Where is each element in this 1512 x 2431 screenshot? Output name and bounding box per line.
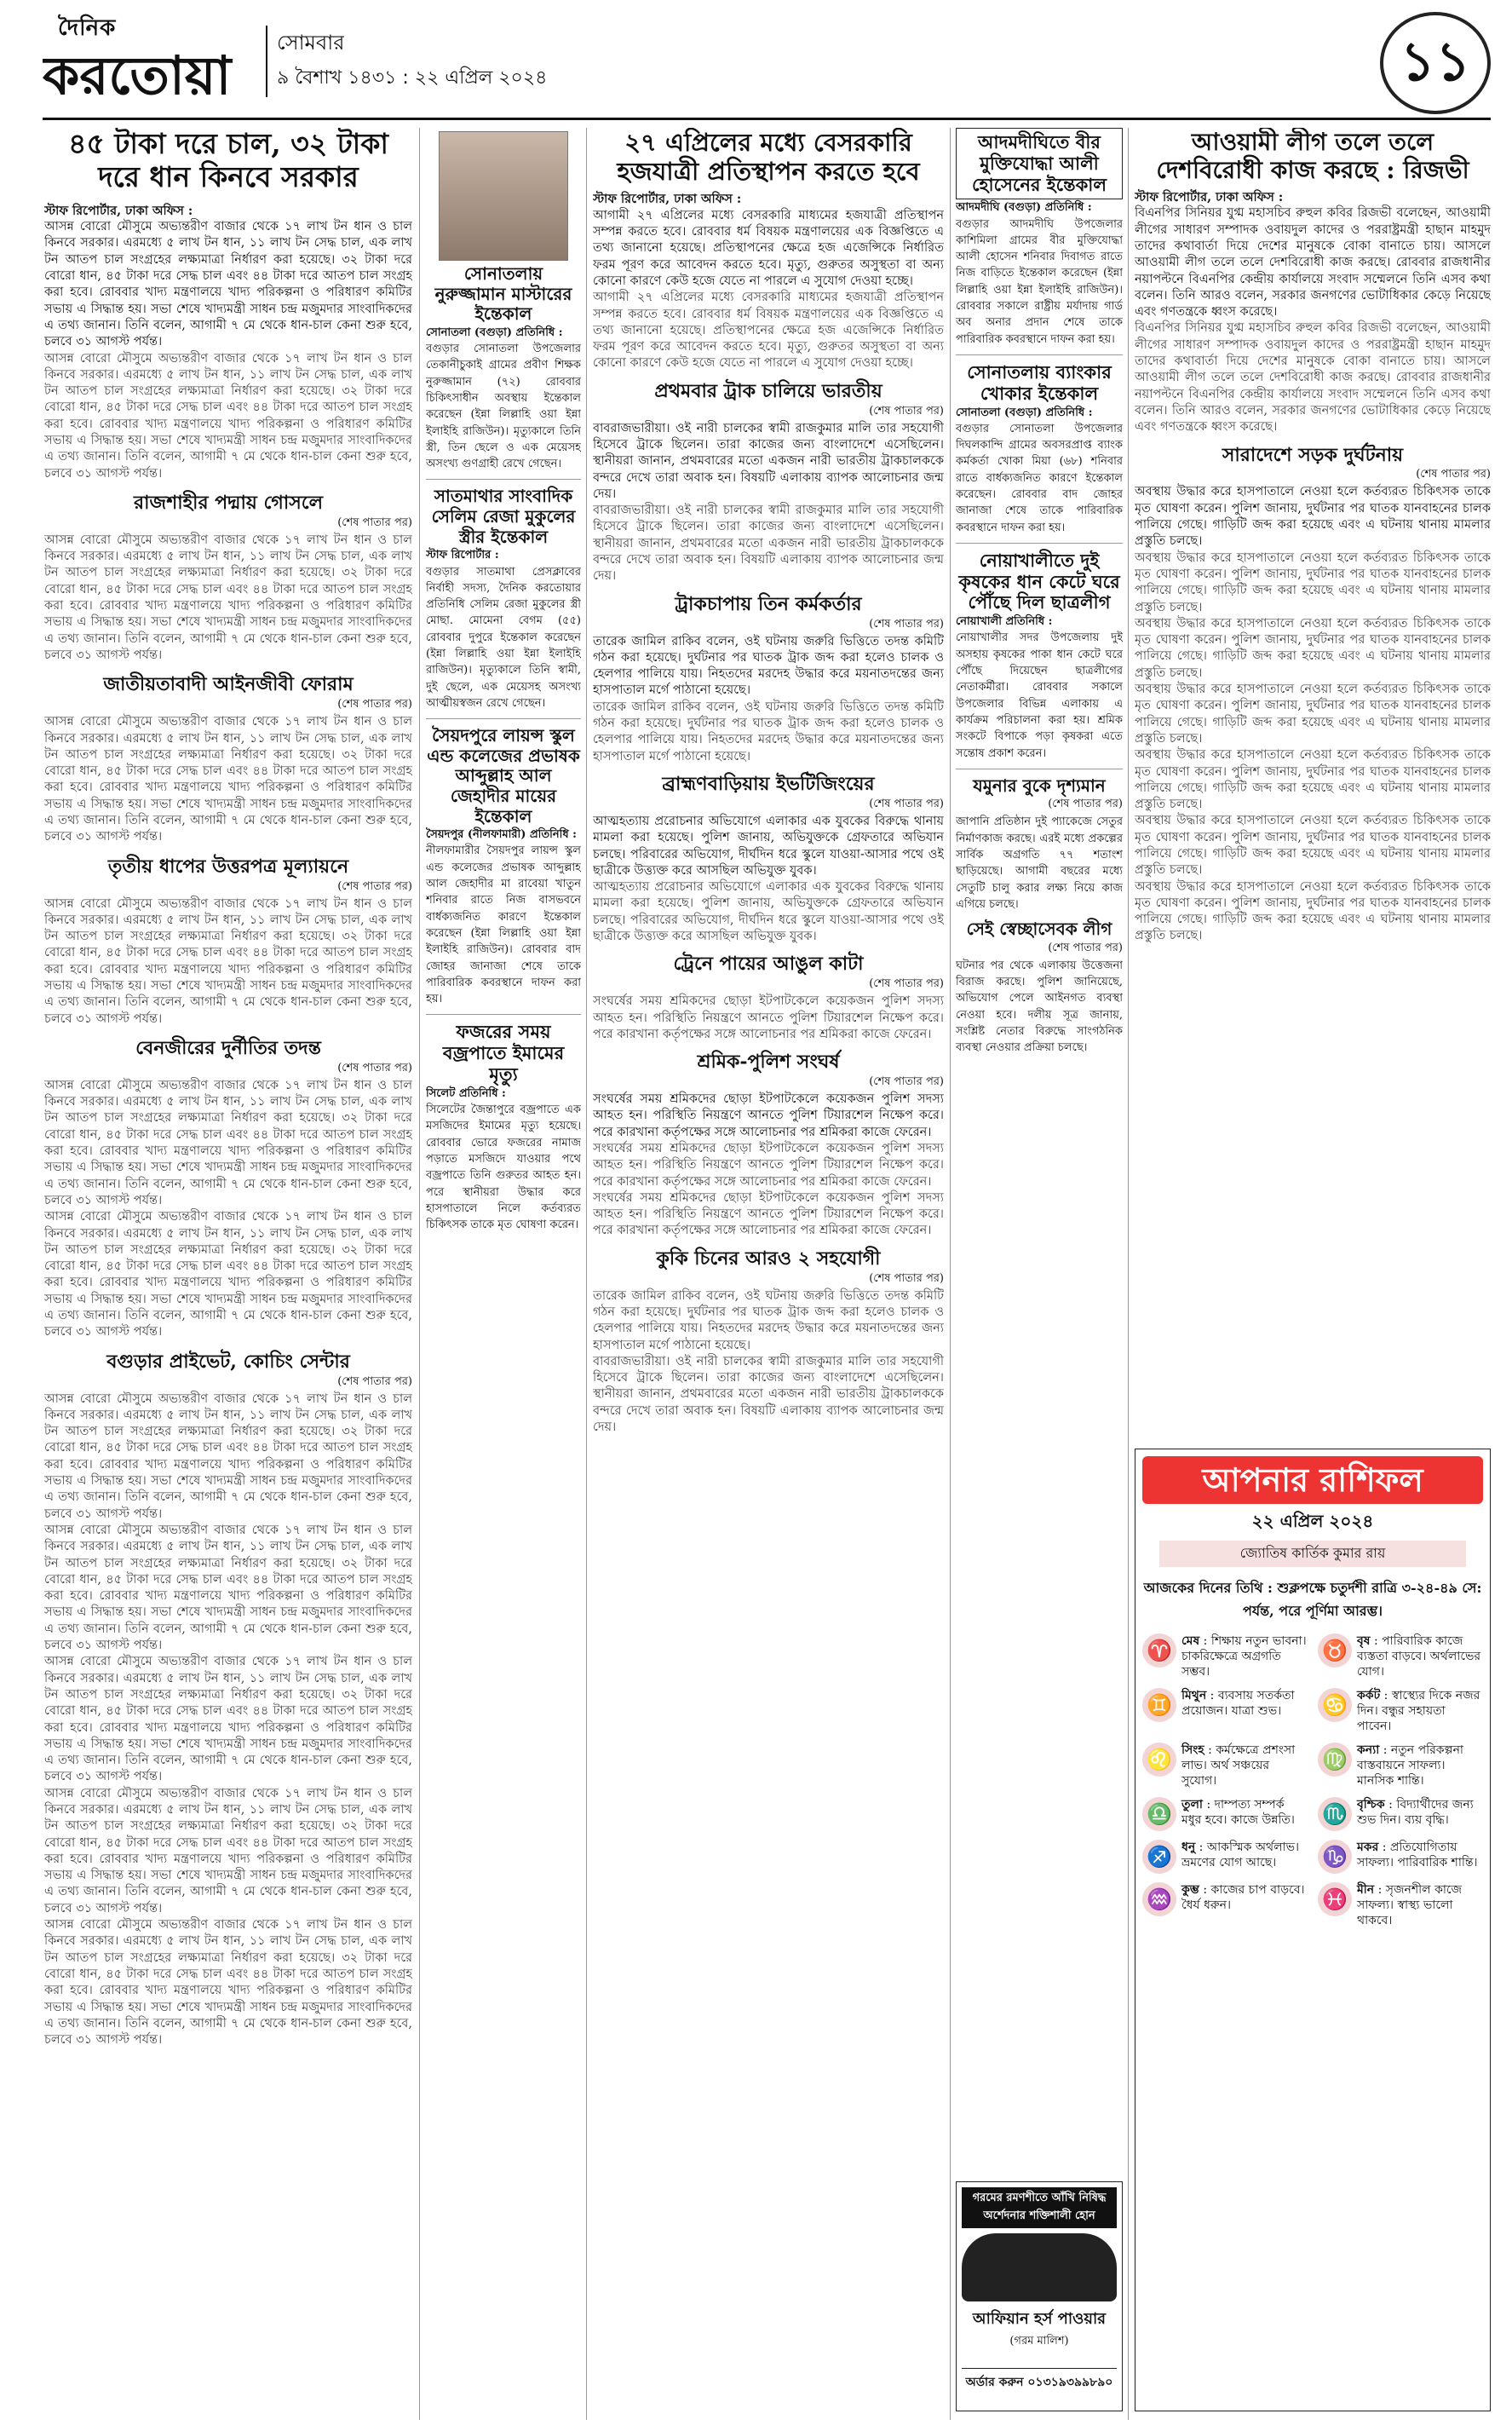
article-body: বগুড়ার আদমদীঘি উপজেলার কাশিমিলা গ্রামের বীর মুক্তিযোদ্ধা আলী হোসেন শনিবার দিবাগত রাতে নিজ বাড়িতে ইন্তেকাল করেছেন (ইন্না লিল্লাহি ওয়া ইন্না ইলাইহি রাজিউন)। রোববার সকালে রাষ্ট্রীয় মর্যাদায় গার্ড অব অনার প্রদান শেষে তাকে পারিবারিক কবরস্থানে দাফন করা হয়। <box>956 217 1123 346</box>
zodiac-icon: ♋ <box>1318 1688 1352 1722</box>
continued-label: (শেষ পাতার পর) <box>337 879 412 893</box>
horoscope-section <box>1135 1449 1491 2411</box>
sign-forecast: আকস্মিক অর্থলাভ। ভ্রমণের যোগ আছে। <box>1181 1841 1300 1869</box>
page-number: ১১ <box>1380 12 1491 114</box>
sign-name: ধনু <box>1181 1841 1196 1854</box>
article-body: আত্মহত্যায় প্ররোচনার অভিযোগে এলাকার এক যুবকের বিরুদ্ধে থানায় মামলা করা হয়েছে। পুলিশ জানায়, অভিযুক্তকে গ্রেফতারে অভিযান চলছে। পরিবারের অভিযোগ, দীর্ঘদিন ধরে স্কুলে যাওয়া-আসার পথে ওই ছাত্রীকে উত্ত্যক্ত করে আসছিল অভিযুক্ত যুবক। <box>593 880 944 943</box>
article-body: তারেক জামিল রাকিব বলেন, ওই ঘটনায় জরুরি ভিত্তিতে তদন্ত কমিটি গঠন করা হয়েছে। দুর্ঘটনার পর ঘাতক ট্রাক জব্দ করা হলেও চালক ও হেলপার পালিয়ে যায়। নিহতদের মরদেহ উদ্ধার করে ময়নাতদন্তের জন্য হাসপাতাল মর্গে পাঠানো হয়েছে। <box>593 700 944 763</box>
horoscope-item: ♏ বৃশ্চিক : বিদ্যার্থীদের জন্য শুভ দিন। ব্যয় বৃদ্ধি। <box>1318 1797 1483 1831</box>
sign-name: মীন <box>1357 1883 1375 1897</box>
subhead: বেনজীরের দুর্নীতির তদন্ত <box>135 1036 321 1059</box>
dateline: আদমদীঘি (বগুড়া) প্রতিনিধি : <box>956 201 1092 215</box>
subhead: যমুনার বুকে দৃশ্যমান <box>973 775 1106 796</box>
horoscope-item: ♊ মিথুন : ব্যবসায় সতর্কতা প্রয়োজন। যাত্রা শুভ। <box>1142 1688 1308 1734</box>
masthead-divider <box>266 26 267 97</box>
column-divider <box>419 128 420 2420</box>
article-body: অবস্থায় উদ্ধার করে হাসপাতালে নেওয়া হলে কর্তব্যরত চিকিৎসক তাকে মৃত ঘোষণা করেন। পুলিশ জানায়, দুর্ঘটনার পর ঘাতক যানবাহনের চালক পালিয়ে গেছে। গাড়িটি জব্দ করা হয়েছে এবং এ ঘটনায় থানায় মামলার প্রস্তুতি চলছে। <box>1135 814 1491 878</box>
article-body: আসন্ন বোরো মৌসুমে অভ্যন্তরীণ বাজার থেকে ১৭ লাখ টন ধান ও চাল কিনবে সরকার। এরমধ্যে ৫ লাখ টন ধান, ১১ লাখ টন সেদ্ধ চাল, এক লাখ টন আতপ চাল সংগ্রহের লক্ষ্যমাত্রা নির্ধারণ করা হয়েছে। ৩২ টাকা দরে বোরো ধান, ৪৫ টাকা দরে সেদ্ধ চাল এবং ৪৪ টাকা দরে আতপ চাল সংগ্রহ করা হবে। রোববার খাদ্য মন্ত্রণালয়ে খাদ্য পরিকল্পনা ও পরিধারণ কমিটির সভায় এ সিদ্ধান্ত হয়। সভা শেষে খাদ্যমন্ত্রী সাধন চন্দ্র মজুমদার সাংবাদিকদের এ তথ্য জানান। তিনি বলেন, আগামী ৭ মে থেকে ধান-চাল কেনা শুরু হবে, চলবে ৩১ আগস্ট পর্যন্ত। <box>44 1918 412 2048</box>
dateline: সৈয়দপুর (নীলফামারী) প্রতিনিধি : <box>426 828 577 842</box>
dateline: স্টাফ রিপোর্টার, ঢাকা অফিস : <box>44 203 193 218</box>
article-body: ঘটনার পর থেকে এলাকায় উত্তেজনা বিরাজ করছে। পুলিশ জানিয়েছে, অভিযোগ পেলে আইনগত ব্যবস্থা নেওয়া হবে। দলীয় সূত্র জানায়, সংশ্লিষ্ট নেতার বিরুদ্ধে সাংগঠনিক ব্যবস্থা নেওয়ার প্রক্রিয়া চলছে। <box>956 959 1123 1055</box>
sign-name: তুলা <box>1181 1798 1203 1812</box>
issue-day: সোমবার <box>277 31 345 55</box>
article-body: বাবরাজভারীয়া। ওই নারী চালকের স্বামী রাজকুমার মালি তার সহযোগী হিসেবে ট্রাকে ছিলেন। তারা কাজের জন্য বাংলাদেশে এসেছিলেন। স্থানীয়রা জানান, প্রথমবারের মতো একজন নারী ভারতীয় ট্রাকচালককে বন্দরে দেখে তারা অবাক হন। বিষয়টি এলাকায় ব্যাপক আলোচনার জন্ম দেয়। <box>593 1354 944 1435</box>
horoscope-title: আপনার রাশিফল <box>1142 1456 1483 1504</box>
zodiac-icon: ♍ <box>1318 1743 1352 1777</box>
obituary-photo <box>439 131 568 261</box>
sign-forecast: দাম্পত্য সম্পর্ক মধুর হবে। কাজে উন্নতি। <box>1181 1798 1295 1827</box>
subhead: ব্রাহ্মণবাড়িয়ায় ইভটিজিংয়ের <box>662 772 875 795</box>
column-divider <box>1128 128 1129 2420</box>
article-body: বিএনপির সিনিয়র যুগ্ম মহাসচিব রুহুল কবির রিজভী বলেছেন, আওয়ামী লীগের সাধারণ সম্পাদক ওবায়দুল কাদের ও পররাষ্ট্রমন্ত্রী হাছান মাহমুদ তাদের কথাবার্তা দিয়ে দেশের মানুষকে বোকা বানাতে চায়। আসলে আওয়ামী লীগ তলে তলে দেশবিরোধী কাজ করছে। রোববার রাজধানীর নয়াপল্টনে বিএনপির কেন্দ্রীয় কার্যালয়ে সংবাদ সম্মেলনে তিনি এসব কথা বলেন। তিনি আরও বলেন, সরকার জনগণের ভোটাধিকার কেড়ে নিয়েছে এবং গণতন্ত্রকে ধ্বংস করেছে। <box>1135 206 1491 320</box>
headline: আদমদীঘিতে বীর মুক্তিযোদ্ধা আলী হোসেনের ইন্তেকাল <box>956 128 1123 199</box>
article-body: অবস্থায় উদ্ধার করে হাসপাতালে নেওয়া হলে কর্তব্যরত চিকিৎসক তাকে মৃত ঘোষণা করেন। পুলিশ জানায়, দুর্ঘটনার পর ঘাতক যানবাহনের চালক পালিয়ে গেছে। গাড়িটি জব্দ করা হয়েছে এবং এ ঘটনায় থানায় মামলার প্রস্তুতি চলছে। <box>1135 748 1491 812</box>
continued-label: (শেষ পাতার পর) <box>869 617 944 631</box>
rice-article <box>44 128 412 2420</box>
zodiac-icon: ♏ <box>1318 1797 1352 1831</box>
subhead: শ্রমিক-পুলিশ সংঘর্ষ <box>697 1051 840 1074</box>
article-body: তারেক জামিল রাকিব বলেন, ওই ঘটনায় জরুরি ভিত্তিতে তদন্ত কমিটি গঠন করা হয়েছে। দুর্ঘটনার পর ঘাতক ট্রাক জব্দ করা হলেও চালক ও হেলপার পালিয়ে যায়। নিহতদের মরদেহ উদ্ধার করে ময়নাতদন্তের জন্য হাসপাতাল মর্গে পাঠানো হয়েছে। <box>593 634 944 698</box>
advertisement <box>956 2181 1123 2411</box>
sign-forecast: বিদ্যার্থীদের জন্য শুভ দিন। ব্যয় বৃদ্ধি। <box>1357 1798 1474 1827</box>
article-body: অবস্থায় উদ্ধার করে হাসপাতালে নেওয়া হলে কর্তব্যরত চিকিৎসক তাকে মৃত ঘোষণা করেন। পুলিশ জানায়, দুর্ঘটনার পর ঘাতক যানবাহনের চালক পালিয়ে গেছে। গাড়িটি জব্দ করা হয়েছে এবং এ ঘটনায় থানায় মামলার প্রস্তুতি চলছে। <box>1135 879 1491 943</box>
headline: ২৭ এপ্রিলের মধ্যে বেসরকারি হজযাত্রী প্রতিস্থাপন করতে হবে <box>617 128 920 187</box>
article-body: আগামী ২৭ এপ্রিলের মধ্যে বেসরকারি মাধ্যমের হজযাত্রী প্রতিস্থাপন সম্পন্ন করতে হবে। রোববার ধর্ম বিষয়ক মন্ত্রণালয়ের এক বিজ্ঞপ্তিতে এ তথ্য জানানো হয়েছে। প্রতিস্থাপনের ক্ষেত্রে হজ এজেন্সিকে নির্ধারিত ফরম পূরণ করে আবেদন করতে হবে। মৃত্যু, গুরুতর অসুস্থতা বা অন্য কোনো কারণে কেউ হজে যেতে না পারলে এ সুযোগ দেওয়া হচ্ছে। <box>593 291 944 371</box>
sign-name: কর্কট <box>1357 1689 1381 1702</box>
sign-name: মেষ <box>1181 1634 1200 1648</box>
headline: আওয়ামী লীগ তলে তলে দেশবিরোধী কাজ করছে : রিজভী <box>1156 128 1469 185</box>
horoscope-item: ♐ ধনু : আকস্মিক অর্থলাভ। ভ্রমণের যোগ আছে। <box>1142 1840 1308 1874</box>
masthead-rule <box>43 118 1491 120</box>
article-body: আসন্ন বোরো মৌসুমে অভ্যন্তরীণ বাজার থেকে ১৭ লাখ টন ধান ও চাল কিনবে সরকার। এরমধ্যে ৫ লাখ টন ধান, ১১ লাখ টন সেদ্ধ চাল, এক লাখ টন আতপ চাল সংগ্রহের লক্ষ্যমাত্রা নির্ধারণ করা হয়েছে। ৩২ টাকা দরে বোরো ধান, ৪৫ টাকা দরে সেদ্ধ চাল এবং ৪৪ টাকা দরে আতপ চাল সংগ্রহ করা হবে। রোববার খাদ্য মন্ত্রণালয়ে খাদ্য পরিকল্পনা ও পরিধারণ কমিটির সভায় এ সিদ্ধান্ত হয়। সভা শেষে খাদ্যমন্ত্রী সাধন চন্দ্র মজুমদার সাংবাদিকদের এ তথ্য জানান। তিনি বলেন, আগামী ৭ মে থেকে ধান-চাল কেনা শুরু হবে, চলবে ৩১ আগস্ট পর্যন্ত। <box>44 533 412 662</box>
article-body: বগুড়ার সাতমাথা প্রেসক্লাবের নির্বাহী সদস্য, দৈনিক করতোয়ার প্রতিনিধি সেলিম রেজা মুকুলের স্ত্রী মোছা. মোমেনা বেগম (৫৫) রোববার দুপুরে ইন্তেকাল করেছেন (ইন্না লিল্লাহি ওয়া ইন্না ইলাইহি রাজিউন)। মৃত্যুকালে তিনি স্বামী, দুই ছেলে, এক মেয়েসহ অসংখ্য আত্মীয়স্বজন রেখে গেছেন। <box>426 565 581 710</box>
sign-name: মকর <box>1357 1841 1379 1854</box>
subhead: জাতীয়তাবাদী আইনজীবী ফোরাম <box>103 673 354 696</box>
zodiac-icon: ♓ <box>1318 1882 1352 1916</box>
sign-name: বৃষ <box>1357 1634 1371 1648</box>
sign-forecast: ব্যবসায় সতর্কতা প্রয়োজন। যাত্রা শুভ। <box>1181 1689 1295 1718</box>
subhead: বগুড়ার প্রাইভেট, কোচিং সেন্টার <box>106 1350 350 1373</box>
article-body: নোয়াখালীর সদর উপজেলায় দুই অসহায় কৃষকের পাকা ধান কেটে ঘরে পৌঁছে দিয়েছেন ছাত্রলীগের নেতাকর্মীরা। রোববার সকালে উপজেলার বিভিন্ন এলাকায় এ কার্যক্রম পরিচালনা করা হয়। শ্রমিক সংকটে বিপাকে পড়া কৃষকরা এতে সন্তোষ প্রকাশ করেন। <box>956 631 1123 760</box>
article-body: বাবরাজভারীয়া। ওই নারী চালকের স্বামী রাজকুমার মালি তার সহযোগী হিসেবে ট্রাকে ছিলেন। তারা কাজের জন্য বাংলাদেশে এসেছিলেন। স্থানীয়রা জানান, প্রথমবারের মতো একজন নারী ভারতীয় ট্রাকচালককে বন্দরে দেখে তারা অবাক হন। বিষয়টি এলাকায় ব্যাপক আলোচনার জন্ম দেয়। <box>593 421 944 501</box>
article-body: আগামী ২৭ এপ্রিলের মধ্যে বেসরকারি মাধ্যমের হজযাত্রী প্রতিস্থাপন সম্পন্ন করতে হবে। রোববার ধর্ম বিষয়ক মন্ত্রণালয়ের এক বিজ্ঞপ্তিতে এ তথ্য জানানো হয়েছে। প্রতিস্থাপনের ক্ষেত্রে হজ এজেন্সিকে নির্ধারিত ফরম পূরণ করে আবেদন করতে হবে। মৃত্যু, গুরুতর অসুস্থতা বা অন্য কোনো কারণে কেউ হজে যেতে না পারলে এ সুযোগ দেওয়া হচ্ছে। <box>593 208 944 288</box>
zodiac-icon: ♌ <box>1142 1743 1176 1777</box>
issue-date: ৯ বৈশাখ ১৪৩১ : ২২ এপ্রিল ২০২৪ <box>277 67 548 89</box>
zodiac-icon: ♎ <box>1142 1797 1176 1831</box>
headline: সোনাতলায় নুরুজ্জামান মাস্টারের ইন্তেকাল <box>434 263 572 325</box>
sign-forecast: শিক্ষায় নতুন ভাবনা। চাকরিক্ষেত্রে অগ্রগতি সম্ভব। <box>1181 1634 1307 1679</box>
zodiac-icon: ♐ <box>1142 1840 1176 1874</box>
subhead: ট্রাকচাপায় তিন কর্মকর্তার <box>675 592 862 615</box>
article-body: বিএনপির সিনিয়র যুগ্ম মহাসচিব রুহুল কবির রিজভী বলেছেন, আওয়ামী লীগের সাধারণ সম্পাদক ওবায়দুল কাদের ও পররাষ্ট্রমন্ত্রী হাছান মাহমুদ তাদের কথাবার্তা দিয়ে দেশের মানুষকে বোকা বানাতে চায়। আসলে আওয়ামী লীগ তলে তলে দেশবিরোধী কাজ করছে। রোববার রাজধানীর নয়াপল্টনে বিএনপির কেন্দ্রীয় কার্যালয়ে সংবাদ সম্মেলনে তিনি এসব কথা বলেন। তিনি আরও বলেন, সরকার জনগণের ভোটাধিকার কেড়ে নিয়েছে এবং গণতন্ত্রকে ধ্বংস করেছে। <box>1135 321 1491 435</box>
horoscope-item: ♑ মকর : প্রতিযোগিতায় সাফল্য। পারিবারিক শান্তি। <box>1318 1840 1483 1874</box>
horoscope-author: জ্যোতিষ কার্তিক কুমার রায় <box>1159 1541 1466 1567</box>
zodiac-icon: ♑ <box>1318 1840 1352 1874</box>
continued-label: (শেষ পাতার পর) <box>869 1075 944 1089</box>
article-body: আসন্ন বোরো মৌসুমে অভ্যন্তরীণ বাজার থেকে ১৭ লাখ টন ধান ও চাল কিনবে সরকার। এরমধ্যে ৫ লাখ টন ধান, ১১ লাখ টন সেদ্ধ চাল, এক লাখ টন আতপ চাল সংগ্রহের লক্ষ্যমাত্রা নির্ধারণ করা হয়েছে। ৩২ টাকা দরে বোরো ধান, ৪৫ টাকা দরে সেদ্ধ চাল এবং ৪৪ টাকা দরে আতপ চাল সংগ্রহ করা হবে। রোববার খাদ্য মন্ত্রণালয়ে খাদ্য পরিকল্পনা ও পরিধারণ কমিটির সভায় এ সিদ্ধান্ত হয়। সভা শেষে খাদ্যমন্ত্রী সাধন চন্দ্র মজুমদার সাংবাদিকদের এ তথ্য জানান। তিনি বলেন, আগামী ৭ মে থেকে ধান-চাল কেনা শুরু হবে, চলবে ৩১ আগস্ট পর্যন্ত। <box>44 1210 412 1339</box>
dateline: সোনাতলা (বগুড়া) প্রতিনিধি : <box>956 406 1093 419</box>
article-body: তারেক জামিল রাকিব বলেন, ওই ঘটনায় জরুরি ভিত্তিতে তদন্ত কমিটি গঠন করা হয়েছে। দুর্ঘটনার পর ঘাতক ট্রাক জব্দ করা হলেও চালক ও হেলপার পালিয়ে যায়। নিহতদের মরদেহ উদ্ধার করে ময়নাতদন্তের জন্য হাসপাতাল মর্গে পাঠানো হয়েছে। <box>593 1288 944 1352</box>
horoscope-item: ♌ সিংহ : কর্মক্ষেত্রে প্রশংসা লাভ। অর্থ সঞ্চয়ের সুযোগ। <box>1142 1743 1308 1789</box>
horoscope-date: ২২ এপ্রিল ২০২৪ <box>1251 1511 1374 1531</box>
article-body: সংঘর্ষের সময় শ্রমিকদের ছোড়া ইটপাটকেলে কয়েকজন পুলিশ সদস্য আহত হন। পরিস্থিতি নিয়ন্ত্রণে আনতে পুলিশ টিয়ারশেল নিক্ষেপ করে। পরে কারখানা কর্তৃপক্ষের সঙ্গে আলোচনার পর শ্রমিকরা কাজে ফেরেন। <box>593 1190 944 1238</box>
horoscope-item: ♋ কর্কট : স্বাস্থ্যের দিকে নজর দিন। বন্ধুর সহায়তা পাবেন। <box>1318 1688 1483 1734</box>
continued-label: (শেষ পাতার পর) <box>337 698 412 711</box>
continued-label: (শেষ পাতার পর) <box>869 404 944 418</box>
article-body: নীলফামারীর সৈয়দপুর লায়ন্স স্কুল এন্ড কলেজের প্রভাষক আব্দুল্লাহ আল জেহাদীর মা রাবেয়া খাতুন শনিবার রাতে নিজ বাসভবনে বার্ধক্যজনিত কারণে ইন্তেকাল করেছেন (ইন্না লিল্লাহি ওয়া ইন্না ইলাইহি রাজিউন)। রোববার বাদ জোহর জানাজা শেষে তাকে পারিবারিক কবরস্থানে দাফন করা হয়। <box>426 844 581 1006</box>
zodiac-icon: ♊ <box>1142 1688 1176 1722</box>
horoscope-item: ♉ বৃষ : পারিবারিক কাজে ব্যস্ততা বাড়বে। অর্থলাভের যোগ। <box>1318 1633 1483 1679</box>
continued-label: (শেষ পাতার পর) <box>869 797 944 810</box>
horoscope-signs <box>1142 1633 1483 1928</box>
zodiac-icon: ♈ <box>1142 1633 1176 1668</box>
article-body: আসন্ন বোরো মৌসুমে অভ্যন্তরীণ বাজার থেকে ১৭ লাখ টন ধান ও চাল কিনবে সরকার। এরমধ্যে ৫ লাখ টন ধান, ১১ লাখ টন সেদ্ধ চাল, এক লাখ টন আতপ চাল সংগ্রহের লক্ষ্যমাত্রা নির্ধারণ করা হয়েছে। ৩২ টাকা দরে বোরো ধান, ৪৫ টাকা দরে সেদ্ধ চাল এবং ৪৪ টাকা দরে আতপ চাল সংগ্রহ করা হবে। রোববার খাদ্য মন্ত্রণালয়ে খাদ্য পরিকল্পনা ও পরিধারণ কমিটির সভায় এ সিদ্ধান্ত হয়। সভা শেষে খাদ্যমন্ত্রী সাধন চন্দ্র মজুমদার সাংবাদিকদের এ তথ্য জানান। তিনি বলেন, আগামী ৭ মে থেকে ধান-চাল কেনা শুরু হবে, চলবে ৩১ আগস্ট পর্যন্ত। <box>44 1391 412 1521</box>
sign-name: বৃশ্চিক <box>1357 1798 1385 1812</box>
dateline: নোয়াখালী প্রতিনিধি : <box>956 615 1053 629</box>
subhead: রাজশাহীর পদ্মায় গোসলে <box>134 491 323 514</box>
ad-subtitle: (গরম মালিশ) <box>1009 2335 1069 2347</box>
article-body: সংঘর্ষের সময় শ্রমিকদের ছোড়া ইটপাটকেলে কয়েকজন পুলিশ সদস্য আহত হন। পরিস্থিতি নিয়ন্ত্রণে আনতে পুলিশ টিয়ারশেল নিক্ষেপ করে। পরে কারখানা কর্তৃপক্ষের সঙ্গে আলোচনার পর শ্রমিকরা কাজে ফেরেন। <box>593 1092 944 1139</box>
headline: সোনাতলায় ব্যাংকার খোকার ইন্তেকাল <box>967 360 1112 404</box>
article-body: অবস্থায় উদ্ধার করে হাসপাতালে নেওয়া হলে কর্তব্যরত চিকিৎসক তাকে মৃত ঘোষণা করেন। পুলিশ জানায়, দুর্ঘটনার পর ঘাতক যানবাহনের চালক পালিয়ে গেছে। গাড়িটি জব্দ করা হয়েছে এবং এ ঘটনায় থানায় মামলার প্রস্তুতি চলছে। <box>1135 550 1491 614</box>
headline: সৈয়দপুরে লায়ন্স স্কুল এন্ড কলেজের প্রভাষক আব্দুল্লাহ আল জেহাদীর মায়ের ইন্তেকাল <box>427 725 580 827</box>
logo-small-text: দৈনিক <box>58 15 117 41</box>
horoscope-item: ♈ মেষ : শিক্ষায় নতুন ভাবনা। চাকরিক্ষেত্রে অগ্রগতি সম্ভব। <box>1142 1633 1308 1679</box>
continued-label: (শেষ পাতার পর) <box>337 1061 412 1074</box>
column-5 <box>1135 128 1491 1440</box>
dateline: স্টাফ রিপোর্টার : <box>426 549 499 562</box>
continued-label: (শেষ পাতার পর) <box>1416 468 1491 481</box>
dateline: স্টাফ রিপোর্টার, ঢাকা অফিস : <box>1135 190 1284 205</box>
sign-name: সিংহ <box>1181 1743 1204 1757</box>
subhead: ট্রেনে পায়ের আঙুল কাটা <box>673 953 864 976</box>
continued-label: (শেষ পাতার পর) <box>869 977 944 991</box>
sign-forecast: নতুন পরিকল্পনা বাস্তবায়নে সাফল্য। মানসিক শান্তি। <box>1357 1743 1463 1788</box>
article-body: সংঘর্ষের সময় শ্রমিকদের ছোড়া ইটপাটকেলে কয়েকজন পুলিশ সদস্য আহত হন। পরিস্থিতি নিয়ন্ত্রণে আনতে পুলিশ টিয়ারশেল নিক্ষেপ করে। পরে কারখানা কর্তৃপক্ষের সঙ্গে আলোচনার পর শ্রমিকরা কাজে ফেরেন। <box>593 1141 944 1189</box>
continued-label: (শেষ পাতার পর) <box>1048 798 1123 811</box>
ad-product: আফিয়ান হর্স পাওয়ার <box>972 2310 1107 2328</box>
article-body: আসন্ন বোরো মৌসুমে অভ্যন্তরীণ বাজার থেকে ১৭ লাখ টন ধান ও চাল কিনবে সরকার। এরমধ্যে ৫ লাখ টন ধান, ১১ লাখ টন সেদ্ধ চাল, এক লাখ টন আতপ চাল সংগ্রহের লক্ষ্যমাত্রা নির্ধারণ করা হয়েছে। ৩২ টাকা দরে বোরো ধান, ৪৫ টাকা দরে সেদ্ধ চাল এবং ৪৪ টাকা দরে আতপ চাল সংগ্রহ করা হবে। রোববার খাদ্য মন্ত্রণালয়ে খাদ্য পরিকল্পনা ও পরিধারণ কমিটির সভায় এ সিদ্ধান্ত হয়। সভা শেষে খাদ্যমন্ত্রী সাধন চন্দ্র মজুমদার সাংবাদিকদের এ তথ্য জানান। তিনি বলেন, আগামী ৭ মে থেকে ধান-চাল কেনা শুরু হবে, চলবে ৩১ আগস্ট পর্যন্ত। <box>44 220 412 349</box>
dateline: সোনাতলা (বগুড়া) প্রতিনিধি : <box>426 325 563 339</box>
column-4 <box>956 128 1123 2420</box>
newspaper-logo <box>43 10 260 106</box>
headline: সাতমাথার সাংবাদিক সেলিম রেজা মুকুলের স্ত্রীর ইন্তেকাল <box>431 486 576 547</box>
sign-forecast: সৃজনশীল কাজে সাফল্য। স্বাস্থ্য ভালো থাকবে। <box>1357 1883 1463 1927</box>
subhead: তৃতীয় ধাপের উত্তরপত্র মূল্যায়নে <box>107 855 349 878</box>
horoscope-item: ♒ কুম্ভ : কাজের চাপ বাড়বে। ধৈর্য ধরুন। <box>1142 1882 1308 1928</box>
ad-phone: অর্ডার করুন ০১৩১৯৩৯৯৮৯০ <box>962 2368 1117 2393</box>
sign-name: মিথুন <box>1181 1689 1207 1702</box>
headline: ফজরের সময় বজ্রপাতে ইমামের মৃত্যু <box>442 1021 565 1085</box>
sign-name: কন্যা <box>1357 1743 1380 1757</box>
sign-name: কুম্ভ <box>1181 1883 1199 1897</box>
subhead: প্রথমবার ট্রাক চালিয়ে ভারতীয় <box>654 379 882 402</box>
article-body: আসন্ন বোরো মৌসুমে অভ্যন্তরীণ বাজার থেকে ১৭ লাখ টন ধান ও চাল কিনবে সরকার। এরমধ্যে ৫ লাখ টন ধান, ১১ লাখ টন সেদ্ধ চাল, এক লাখ টন আতপ চাল সংগ্রহের লক্ষ্যমাত্রা নির্ধারণ করা হয়েছে। ৩২ টাকা দরে বোরো ধান, ৪৫ টাকা দরে সেদ্ধ চাল এবং ৪৪ টাকা দরে আতপ চাল সংগ্রহ করা হবে। রোববার খাদ্য মন্ত্রণালয়ে খাদ্য পরিকল্পনা ও পরিধারণ কমিটির সভায় এ সিদ্ধান্ত হয়। সভা শেষে খাদ্যমন্ত্রী সাধন চন্দ্র মজুমদার সাংবাদিকদের এ তথ্য জানান। তিনি বলেন, আগামী ৭ মে থেকে ধান-চাল কেনা শুরু হবে, চলবে ৩১ আগস্ট পর্যন্ত। <box>44 1786 412 1915</box>
headline: নোয়াখালীতে দুই কৃষকের ধান কেটে ঘরে পৌঁছে দিল ছাত্রলীগ <box>958 549 1120 614</box>
sign-forecast: কাজের চাপ বাড়বে। ধৈর্য ধরুন। <box>1181 1883 1305 1912</box>
article-body: অবস্থায় উদ্ধার করে হাসপাতালে নেওয়া হলে কর্তব্যরত চিকিৎসক তাকে মৃত ঘোষণা করেন। পুলিশ জানায়, দুর্ঘটনার পর ঘাতক যানবাহনের চালক পালিয়ে গেছে। গাড়িটি জব্দ করা হয়েছে এবং এ ঘটনায় থানায় মামলার প্রস্তুতি চলছে। <box>1135 485 1491 549</box>
continued-label: (শেষ পাতার পর) <box>1048 941 1123 954</box>
article-body: অবস্থায় উদ্ধার করে হাসপাতালে নেওয়া হলে কর্তব্যরত চিকিৎসক তাকে মৃত ঘোষণা করেন। পুলিশ জানায়, দুর্ঘটনার পর ঘাতক যানবাহনের চালক পালিয়ে গেছে। গাড়িটি জব্দ করা হয়েছে এবং এ ঘটনায় থানায় মামলার প্রস্তুতি চলছে। <box>1135 683 1491 746</box>
article-body: আসন্ন বোরো মৌসুমে অভ্যন্তরীণ বাজার থেকে ১৭ লাখ টন ধান ও চাল কিনবে সরকার। এরমধ্যে ৫ লাখ টন ধান, ১১ লাখ টন সেদ্ধ চাল, এক লাখ টন আতপ চাল সংগ্রহের লক্ষ্যমাত্রা নির্ধারণ করা হয়েছে। ৩২ টাকা দরে বোরো ধান, ৪৫ টাকা দরে সেদ্ধ চাল এবং ৪৪ টাকা দরে আতপ চাল সংগ্রহ করা হবে। রোববার খাদ্য মন্ত্রণালয়ে খাদ্য পরিকল্পনা ও পরিধারণ কমিটির সভায় এ সিদ্ধান্ত হয়। সভা শেষে খাদ্যমন্ত্রী সাধন চন্দ্র মজুমদার সাংবাদিকদের এ তথ্য জানান। তিনি বলেন, আগামী ৭ মে থেকে ধান-চাল কেনা শুরু হবে, চলবে ৩১ আগস্ট পর্যন্ত। <box>44 1523 412 1653</box>
column-2 <box>426 128 581 2420</box>
logo-main-text: করতোয়া <box>43 44 232 106</box>
column-divider <box>586 128 587 2420</box>
horse-icon <box>962 2233 1117 2301</box>
horoscope-item: ♍ কন্যা : নতুন পরিকল্পনা বাস্তবায়নে সাফল্য। মানসিক শান্তি। <box>1318 1743 1483 1789</box>
dateline: স্টাফ রিপোর্টার, ঢাকা অফিস : <box>593 192 742 207</box>
column-divider <box>950 128 951 2420</box>
article-body: বগুড়ার সোনাতলা উপজেলার দিঘলকান্দি গ্রামের অবসরপ্রাপ্ত ব্যাংক কর্মকর্তা খোকা মিয়া (৬৮) শনিবার রাতে বার্ধক্যজনিত কারণে ইন্তেকাল করেছেন। রোববার বাদ জোহর জানাজা শেষে তাকে পারিবারিক কবরস্থানে দাফন করা হয়। <box>956 422 1123 534</box>
subhead: সেই স্বেচ্ছাসেবক লীগ <box>966 919 1112 940</box>
article-body: জাপানি প্রতিষ্ঠান দুই প্যাকেজে সেতুর নির্মাণকাজ করছে। এরই মধ্যে প্রকল্পের সার্বিক অগ্রগতি ৭৭ শতাংশ ছাড়িয়েছে। আগামী বছরের মধ্যে সেতুটি চালু করার লক্ষ্য নিয়ে কাজ এগিয়ে চলছে। <box>956 815 1123 911</box>
article-body: আসন্ন বোরো মৌসুমে অভ্যন্তরীণ বাজার থেকে ১৭ লাখ টন ধান ও চাল কিনবে সরকার। এরমধ্যে ৫ লাখ টন ধান, ১১ লাখ টন সেদ্ধ চাল, এক লাখ টন আতপ চাল সংগ্রহের লক্ষ্যমাত্রা নির্ধারণ করা হয়েছে। ৩২ টাকা দরে বোরো ধান, ৪৫ টাকা দরে সেদ্ধ চাল এবং ৪৪ টাকা দরে আতপ চাল সংগ্রহ করা হবে। রোববার খাদ্য মন্ত্রণালয়ে খাদ্য পরিকল্পনা ও পরিধারণ কমিটির সভায় এ সিদ্ধান্ত হয়। সভা শেষে খাদ্যমন্ত্রী সাধন চন্দ্র মজুমদার সাংবাদিকদের এ তথ্য জানান। তিনি বলেন, আগামী ৭ মে থেকে ধান-চাল কেনা শুরু হবে, চলবে ৩১ আগস্ট পর্যন্ত। <box>44 1078 412 1207</box>
sign-forecast: কর্মক্ষেত্রে প্রশংসা লাভ। অর্থ সঞ্চয়ের সুযোগ। <box>1181 1743 1296 1788</box>
zodiac-icon: ♉ <box>1318 1633 1352 1668</box>
column-3 <box>593 128 944 2420</box>
sign-forecast: স্বাস্থ্যের দিকে নজর দিন। বন্ধুর সহায়তা পাবেন। <box>1357 1689 1480 1733</box>
sign-forecast: প্রতিযোগিতায় সাফল্য। পারিবারিক শান্তি। <box>1357 1841 1478 1869</box>
continued-label: (শেষ পাতার পর) <box>337 1374 412 1388</box>
article-body: সিলেটের জৈন্তাপুরে বজ্রপাতে এক মসজিদের ইমামের মৃত্যু হয়েছে। রোববার ভোরে ফজরের নামাজ পড়াতে মসজিদে যাওয়ার পথে বজ্রপাতে তিনি গুরুতর আহত হন। পরে স্থানীয়রা উদ্ধার করে হাসপাতালে নিলে কর্তব্যরত চিকিৎসক তাকে মৃত ঘোষণা করেন। <box>426 1103 581 1232</box>
article-body: আত্মহত্যায় প্ররোচনার অভিযোগে এলাকার এক যুবকের বিরুদ্ধে থানায় মামলা করা হয়েছে। পুলিশ জানায়, অভিযুক্তকে গ্রেফতারে অভিযান চলছে। পরিবারের অভিযোগ, দীর্ঘদিন ধরে স্কুলে যাওয়া-আসার পথে ওই ছাত্রীকে উত্ত্যক্ত করে আসছিল অভিযুক্ত যুবক। <box>593 814 944 878</box>
article-body-continued: আসন্ন বোরো মৌসুমে অভ্যন্তরীণ বাজার থেকে ১৭ লাখ টন ধান ও চাল কিনবে সরকার। এরমধ্যে ৫ লাখ টন ধান, ১১ লাখ টন সেদ্ধ চাল, এক লাখ টন আতপ চাল সংগ্রহের লক্ষ্যমাত্রা নির্ধারণ করা হয়েছে। ৩২ টাকা দরে বোরো ধান, ৪৫ টাকা দরে সেদ্ধ চাল এবং ৪৪ টাকা দরে আতপ চাল সংগ্রহ করা হবে। রোববার খাদ্য মন্ত্রণালয়ে খাদ্য পরিকল্পনা ও পরিধারণ কমিটির সভায় এ সিদ্ধান্ত হয়। সভা শেষে খাদ্যমন্ত্রী সাধন চন্দ্র মজুমদার সাংবাদিকদের এ তথ্য জানান। তিনি বলেন, আগামী ৭ মে থেকে ধান-চাল কেনা শুরু হবে, চলবে ৩১ আগস্ট পর্যন্ত। <box>44 351 412 481</box>
continued-label: (শেষ পাতার পর) <box>869 1271 944 1285</box>
article-body: আসন্ন বোরো মৌসুমে অভ্যন্তরীণ বাজার থেকে ১৭ লাখ টন ধান ও চাল কিনবে সরকার। এরমধ্যে ৫ লাখ টন ধান, ১১ লাখ টন সেদ্ধ চাল, এক লাখ টন আতপ চাল সংগ্রহের লক্ষ্যমাত্রা নির্ধারণ করা হয়েছে। ৩২ টাকা দরে বোরো ধান, ৪৫ টাকা দরে সেদ্ধ চাল এবং ৪৪ টাকা দরে আতপ চাল সংগ্রহ করা হবে। রোববার খাদ্য মন্ত্রণালয়ে খাদ্য পরিকল্পনা ও পরিধারণ কমিটির সভায় এ সিদ্ধান্ত হয়। সভা শেষে খাদ্যমন্ত্রী সাধন চন্দ্র মজুমদার সাংবাদিকদের এ তথ্য জানান। তিনি বলেন, আগামী ৭ মে থেকে ধান-চাল কেনা শুরু হবে, চলবে ৩১ আগস্ট পর্যন্ত। <box>44 715 412 844</box>
dateline: সিলেট প্রতিনিধি : <box>426 1086 506 1100</box>
article-body: আসন্ন বোরো মৌসুমে অভ্যন্তরীণ বাজার থেকে ১৭ লাখ টন ধান ও চাল কিনবে সরকার। এরমধ্যে ৫ লাখ টন ধান, ১১ লাখ টন সেদ্ধ চাল, এক লাখ টন আতপ চাল সংগ্রহের লক্ষ্যমাত্রা নির্ধারণ করা হয়েছে। ৩২ টাকা দরে বোরো ধান, ৪৫ টাকা দরে সেদ্ধ চাল এবং ৪৪ টাকা দরে আতপ চাল সংগ্রহ করা হবে। রোববার খাদ্য মন্ত্রণালয়ে খাদ্য পরিকল্পনা ও পরিধারণ কমিটির সভায় এ সিদ্ধান্ত হয়। সভা শেষে খাদ্যমন্ত্রী সাধন চন্দ্র মজুমদার সাংবাদিকদের এ তথ্য জানান। তিনি বলেন, আগামী ৭ মে থেকে ধান-চাল কেনা শুরু হবে, চলবে ৩১ আগস্ট পর্যন্ত। <box>44 896 412 1026</box>
zodiac-icon: ♒ <box>1142 1882 1176 1916</box>
article-body: অবস্থায় উদ্ধার করে হাসপাতালে নেওয়া হলে কর্তব্যরত চিকিৎসক তাকে মৃত ঘোষণা করেন। পুলিশ জানায়, দুর্ঘটনার পর ঘাতক যানবাহনের চালক পালিয়ে গেছে। গাড়িটি জব্দ করা হয়েছে এবং এ ঘটনায় থানায় মামলার প্রস্তুতি চলছে। <box>1135 616 1491 680</box>
article-body: আসন্ন বোরো মৌসুমে অভ্যন্তরীণ বাজার থেকে ১৭ লাখ টন ধান ও চাল কিনবে সরকার। এরমধ্যে ৫ লাখ টন ধান, ১১ লাখ টন সেদ্ধ চাল, এক লাখ টন আতপ চাল সংগ্রহের লক্ষ্যমাত্রা নির্ধারণ করা হয়েছে। ৩২ টাকা দরে বোরো ধান, ৪৫ টাকা দরে সেদ্ধ চাল এবং ৪৪ টাকা দরে আতপ চাল সংগ্রহ করা হবে। রোববার খাদ্য মন্ত্রণালয়ে খাদ্য পরিকল্পনা ও পরিধারণ কমিটির সভায় এ সিদ্ধান্ত হয়। সভা শেষে খাদ্যমন্ত্রী সাধন চন্দ্র মজুমদার সাংবাদিকদের এ তথ্য জানান। তিনি বলেন, আগামী ৭ মে থেকে ধান-চাল কেনা শুরু হবে, চলবে ৩১ আগস্ট পর্যন্ত। <box>44 1655 412 1784</box>
headline: ৪৫ টাকা দরে চাল, ৩২ টাকা দরে ধান কিনবে সরকার <box>68 128 388 193</box>
article-body: বাবরাজভারীয়া। ওই নারী চালকের স্বামী রাজকুমার মালি তার সহযোগী হিসেবে ট্রাকে ছিলেন। তারা কাজের জন্য বাংলাদেশে এসেছিলেন। স্থানীয়রা জানান, প্রথমবারের মতো একজন নারী ভারতীয় ট্রাকচালককে বন্দরে দেখে তারা অবাক হন। বিষয়টি এলাকায় ব্যাপক আলোচনার জন্ম দেয়। <box>593 504 944 584</box>
horoscope-item: ♎ তুলা : দাম্পত্য সম্পর্ক মধুর হবে। কাজে উন্নতি। <box>1142 1797 1308 1831</box>
article-body: বগুড়ার সোনাতলা উপজেলার তেকানীচুকাই গ্রামের প্রবীণ শিক্ষক নুরুজ্জামান (৭২) রোববার চিকিৎসাধীন অবস্থায় ইন্তেকাল করেছেন (ইন্না লিল্লাহি ওয়া ইন্না ইলাইহি রাজিউন)। মৃত্যুকালে তিনি স্ত্রী, তিন ছেলে ও এক মেয়েসহ অসংখ্য গুণগ্রাহী রেখে গেছেন। <box>426 343 581 471</box>
ad-header: গরমের রমণশীতে আঁখি নিষিদ্ধ অর্শেদনার শক্তিশালী হোন <box>962 2187 1117 2228</box>
sign-forecast: পারিবারিক কাজে ব্যস্ততা বাড়বে। অর্থলাভের যোগ। <box>1357 1634 1481 1679</box>
article-body: সংঘর্ষের সময় শ্রমিকদের ছোড়া ইটপাটকেলে কয়েকজন পুলিশ সদস্য আহত হন। পরিস্থিতি নিয়ন্ত্রণে আনতে পুলিশ টিয়ারশেল নিক্ষেপ করে। পরে কারখানা কর্তৃপক্ষের সঙ্গে আলোচনার পর শ্রমিকরা কাজে ফেরেন। <box>593 994 944 1041</box>
horoscope-item: ♓ মীন : সৃজনশীল কাজে সাফল্য। স্বাস্থ্য ভালো থাকবে। <box>1318 1882 1483 1928</box>
subhead: সারাদেশে সড়ক দুর্ঘটনায় <box>1222 443 1404 466</box>
subhead: কুকি চিনের আরও ২ সহযোগী <box>656 1247 881 1270</box>
continued-label: (শেষ পাতার পর) <box>337 516 412 529</box>
horoscope-tithi: আজকের দিনের তিথি : শুক্লপক্ষে চতুর্দশী রাত্রি ৩-২৪-৪৯ সে: পর্যন্ত, পরে পূর্ণিমা আরম্ভ। <box>1143 1580 1482 1619</box>
